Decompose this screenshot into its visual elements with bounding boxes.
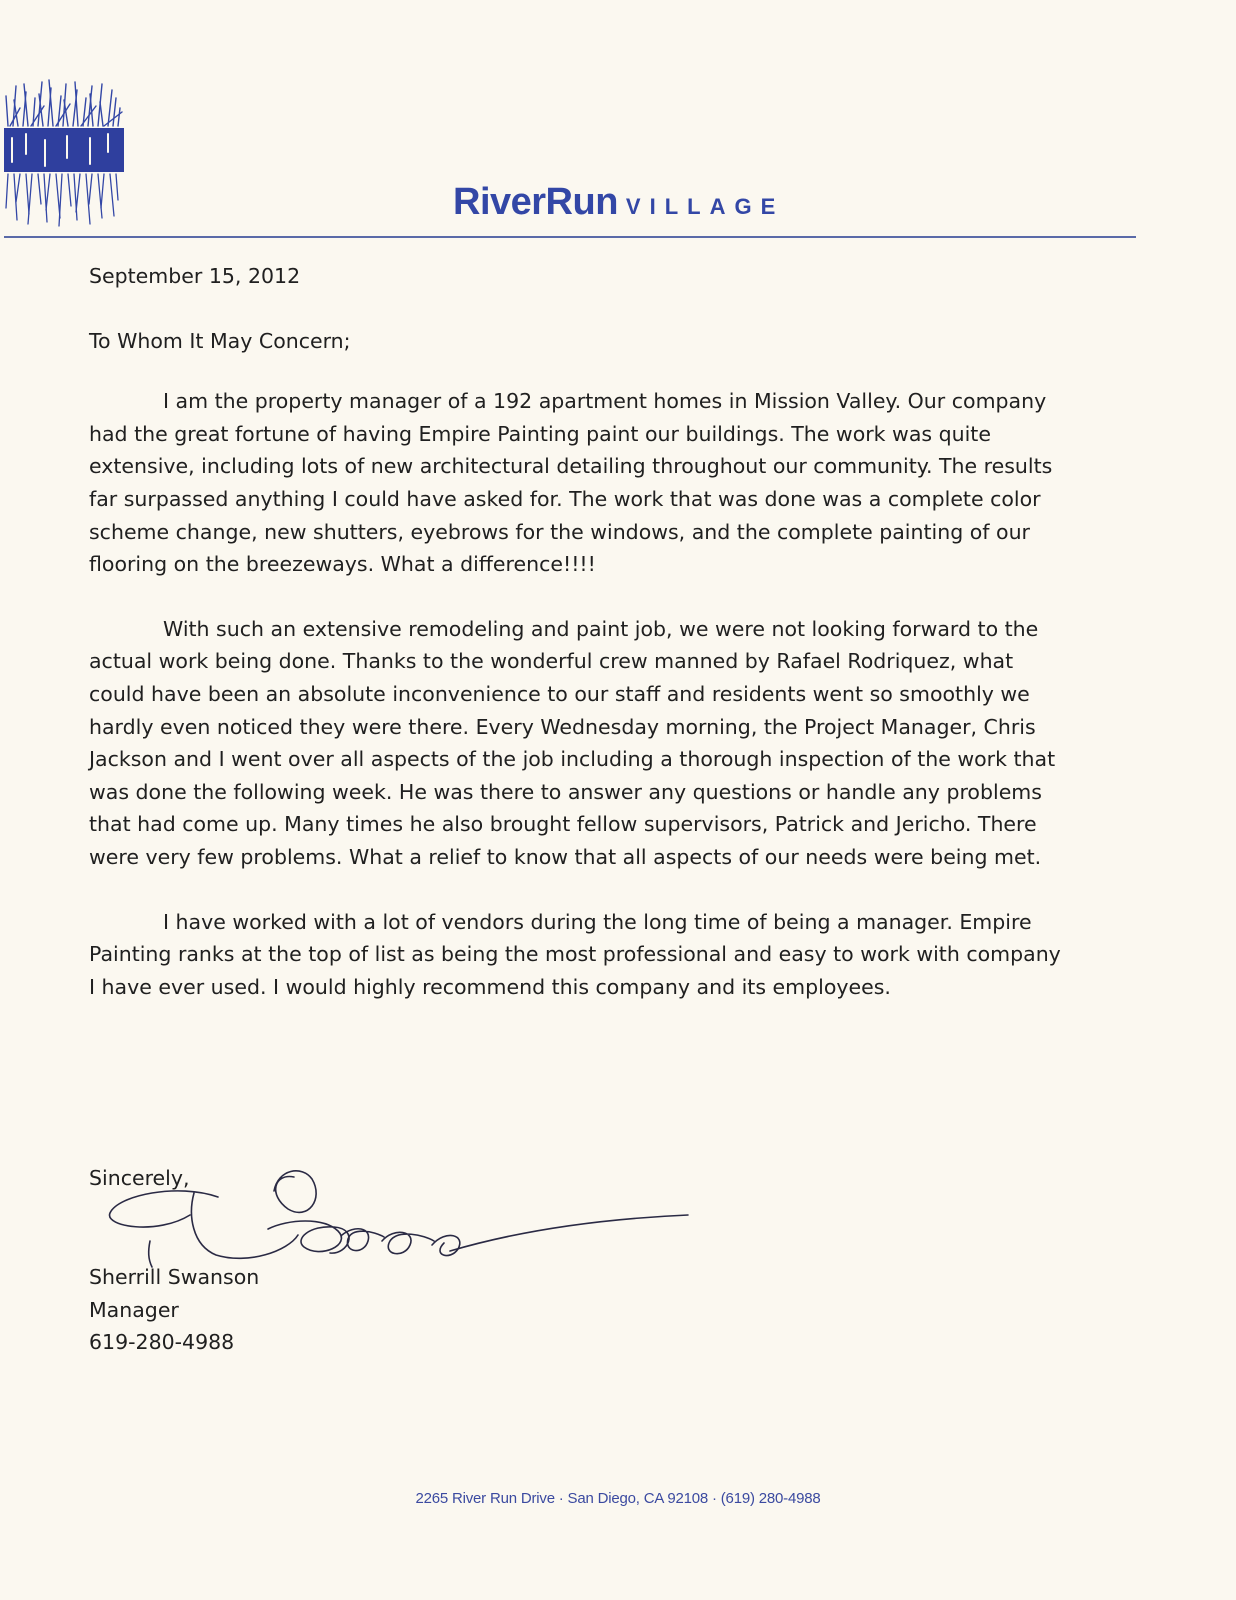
- header-divider: [4, 236, 1136, 238]
- letter-paragraph: With such an extensive remodeling and paint job, we were not looking forward to the actual work being done. Thanks to the wonderful crew manned by Rafael Rodriquez, what could have been an absolute inconvenience to our staff and residents went so smoothly we hardly even noticed they were there. Every Wednesday morning, the Project Manager, Chris Jackson and I went over all aspects of the job including a thorough inspection of the work that was done the following week. He was there to answer any questions or handle any problems that had come up. Many times he also brought fellow supervisors, Patrick and Jericho. There were very few problems. What a relief to know that all aspects of our needs were being met.: [89, 616, 1056, 869]
- letter-body: [89, 260, 1064, 1003]
- letter-closing: Sincerely,: [89, 1166, 190, 1190]
- brand-logotype: [453, 181, 784, 233]
- letter-paragraph: I am the property manager of a 192 apartment homes in Mission Valley. Our company had the great fortune of having Empire Painting paint our buildings. The work was quite extensive, including lots of new architectural detailing throughout our community. The results far surpassed anything I could have asked for. The work that was done was a complete color scheme change, new shutters, eyebrows for the windows, and the complete painting of our flooring on the breezeways. What a difference!!!!: [89, 389, 1053, 577]
- grass-reflection-logo-icon: [4, 78, 124, 228]
- letter-salutation: To Whom It May Concern;: [89, 328, 351, 353]
- signer-phone: 619-280-4988: [89, 1330, 235, 1355]
- signer-name: Sherrill Swanson: [89, 1265, 260, 1289]
- brand-subtitle: VILLAGE: [625, 194, 785, 219]
- footer-address: 2265 River Run Drive · San Diego, CA 92108 · (619) 280-4988: [415, 1490, 821, 1507]
- letter-paragraph: I have worked with a lot of vendors during the long time of being a manager. Empire Painting ranks at the top of list as being the most professional and easy to work with company I have ever used. I would highly recommend this company and its employees.: [89, 909, 1061, 999]
- letter-date: September 15, 2012: [89, 264, 301, 288]
- brand-name: RiverRun: [453, 181, 618, 223]
- signer-title: Manager: [89, 1297, 179, 1322]
- signature-block: [89, 1261, 259, 1359]
